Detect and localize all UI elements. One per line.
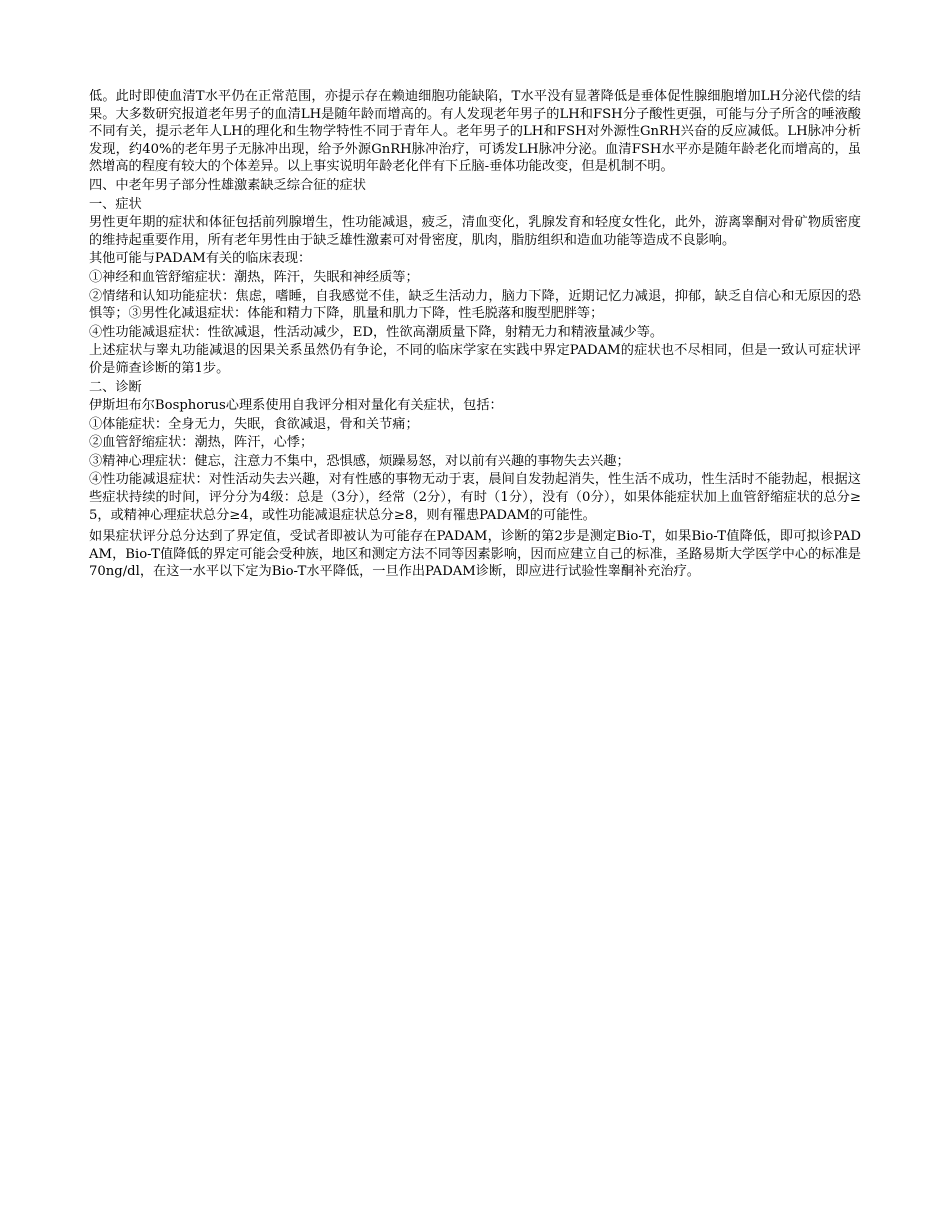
list-item-sexual-function: ④性功能减退症状：性欲减退，性活动减少，ED，性欲高潮质量下降，射精无力和精液量减少等。	[89, 324, 664, 340]
document-body	[89, 88, 861, 582]
subheading-diagnosis: 二、诊断	[89, 379, 142, 395]
paragraph-screening: 上述症状与睾丸功能减退的因果关系虽然仍有争论，不同的临床学家在实践中界定PADAM的症状也不尽相同，但是一致认可症状评价是筛查诊断的第1步。	[89, 343, 861, 376]
list-item-sexual-scoring: ④性功能减退症状：对性活动失去兴趣，对有性感的事物无动于衷，晨间自发勃起消失，性生活不成功，性生活时不能勃起，根据这些症状持续的时间，评分分为4级：总是（3分），经常（2分），有时（1分），没有（0分），如果体能症状加上血管舒缩症状的总分≥5，或精神心理症状总分≥4，或性功能减退症状总分≥8，则有罹患PADAM的可能性。	[89, 472, 861, 523]
list-item-physical: ①体能症状：全身无力，失眠，食欲减退，骨和关节痛；	[89, 416, 419, 432]
list-item-vasomotor: ②血管舒缩症状：潮热，阵汗，心悸；	[89, 435, 314, 451]
paragraph-lh-fsh-changes: 低。此时即使血清T水平仍在正常范围，亦提示存在赖迪细胞功能缺陷，T水平没有显著降低是垂体促性腺细胞增加LH分泌代偿的结果。大多数研究报道老年男子的血清LH是随年龄而增高的。有人发现老年男子的LH和FSH分子酸性更强，可能与分子所含的唾液酸不同有关，提示老年人LH的理化和生物学特性不同于青年人。老年男子的LH和FSH对外源性GnRH兴奋的反应减低。LH脉冲分析发现，约40%的老年男子无脉冲出现，给予外源GnRH脉冲治疗，可诱发LH脉冲分泌。血清FSH水平亦是随年龄老化而增高的，虽然增高的程度有较大的个体差异。以上事实说明年龄老化伴有下丘脑-垂体功能改变，但是机制不明。	[89, 89, 861, 175]
section-heading-4: 四、中老年男子部分性雄激素缺乏综合征的症状	[89, 177, 366, 193]
paragraph-symptoms: 男性更年期的症状和体征包括前列腺增生，性功能减退，疲乏，清血变化，乳腺发育和轻度女性化，此外，游离睾酮对骨矿物质密度的维持起重要作用，所有老年男性由于缺乏雄性激素可对骨密度，肌肉，脂肪组织和造血功能等造成不良影响。	[89, 215, 861, 248]
paragraph-bio-t: 如果症状评分总分达到了界定值，受试者即被认为可能存在PADAM，诊断的第2步是测定Bio-T，如果Bio-T值降低，即可拟诊PADAM，Bio-T值降低的界定可能会受种族，地区和测定方法不同等因素影响，因而应建立自己的标准，圣路易斯大学医学中心的标准是70ng/dl，在这一水平以下定为Bio-T水平降低，一旦作出PADAM诊断，即应进行试验性睾酮补充治疗。	[89, 529, 861, 580]
paragraph-other-manifestations: 其他可能与PADAM有关的临床表现：	[89, 251, 312, 267]
list-item-neurovascular: ①神经和血管舒缩症状：潮热，阵汗，失眠和神经质等；	[89, 269, 419, 285]
list-item-emotional-cognitive: ②情绪和认知功能症状：焦虑，嗜睡，自我感觉不佳，缺乏生活动力，脑力下降，近期记忆力减退，抑郁，缺乏自信心和无原因的恐惧等；③男性化减退症状：体能和精力下降，肌量和肌力下降，性毛脱落和腹型肥胖等；	[89, 288, 861, 322]
list-item-psychological: ③精神心理症状：健忘，注意力不集中，恐惧感，烦躁易怒，对以前有兴趣的事物失去兴趣；	[89, 453, 630, 469]
subheading-symptoms: 一、症状	[89, 196, 142, 212]
paragraph-bosphorus: 伊斯坦布尔Bosphorus心理系使用自我评分相对量化有关症状，包括：	[89, 398, 503, 414]
